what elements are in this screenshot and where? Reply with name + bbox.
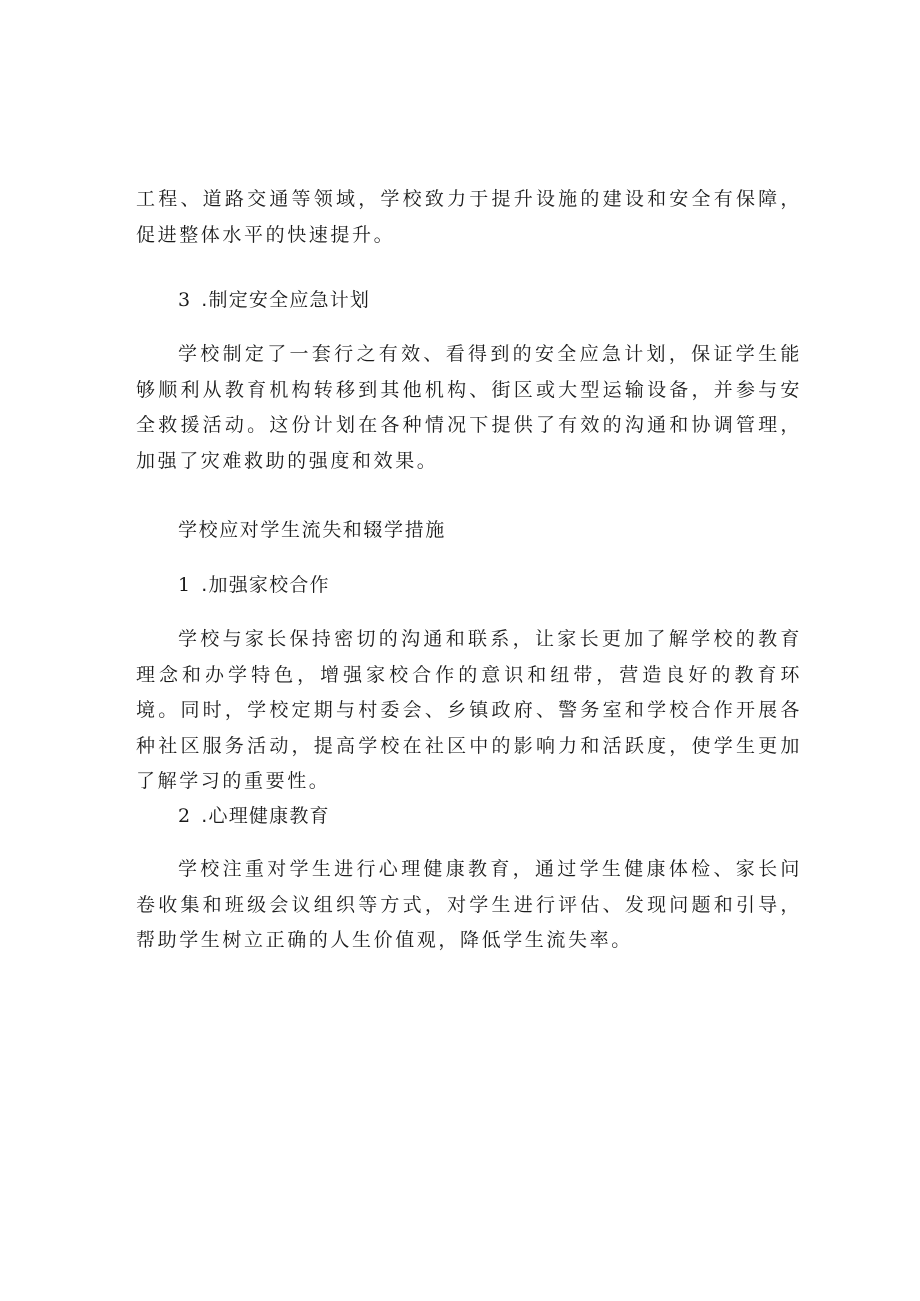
section-title: 学校应对学生流失和辍学措施 (178, 519, 446, 541)
heading-number: 2 (178, 805, 192, 827)
heading-number: 1 (178, 574, 192, 596)
heading-mental-health (178, 803, 330, 829)
heading-title: .加强家校合作 (201, 574, 330, 596)
heading-emergency-plan (178, 287, 370, 313)
heading-home-school (178, 572, 330, 598)
heading-title: .制定安全应急计划 (201, 289, 371, 311)
heading-title: .心理健康教育 (201, 805, 330, 827)
paragraph-emergency-plan: 学校制定了一套行之有效、看得到的安全应急计划，保证学生能够顺利从教育机构转移到其他机构、街区或大型运输设备，并参与安全救援活动。这份计划在各种情况下提供了有效的沟通和协调管理，加强了灾难救助的强度和效果。 (136, 343, 802, 472)
paragraph-mental-health: 学校注重对学生进行心理健康教育，通过学生健康体检、家长问卷收集和班级会议组织等方式，对学生进行评估、发现问题和引导，帮助学生树立正确的人生价值观，降低学生流失率。 (136, 858, 802, 951)
paragraph-infrastructure: 工程、道路交通等领域，学校致力于提升设施的建设和安全有保障，促进整体水平的快速提升。 (136, 188, 802, 246)
paragraph-home-school: 学校与家长保持密切的沟通和联系，让家长更加了解学校的教育理念和办学特色，增强家校合作的意识和纽带，营造良好的教育环境。同时，学校定期与村委会、乡镇政府、警务室和学校合作开展各种社区服务活动，提高学校在社区中的影响力和活跃度，使学生更加了解学习的重要性。 (136, 628, 802, 792)
heading-number: 3 (178, 289, 192, 311)
